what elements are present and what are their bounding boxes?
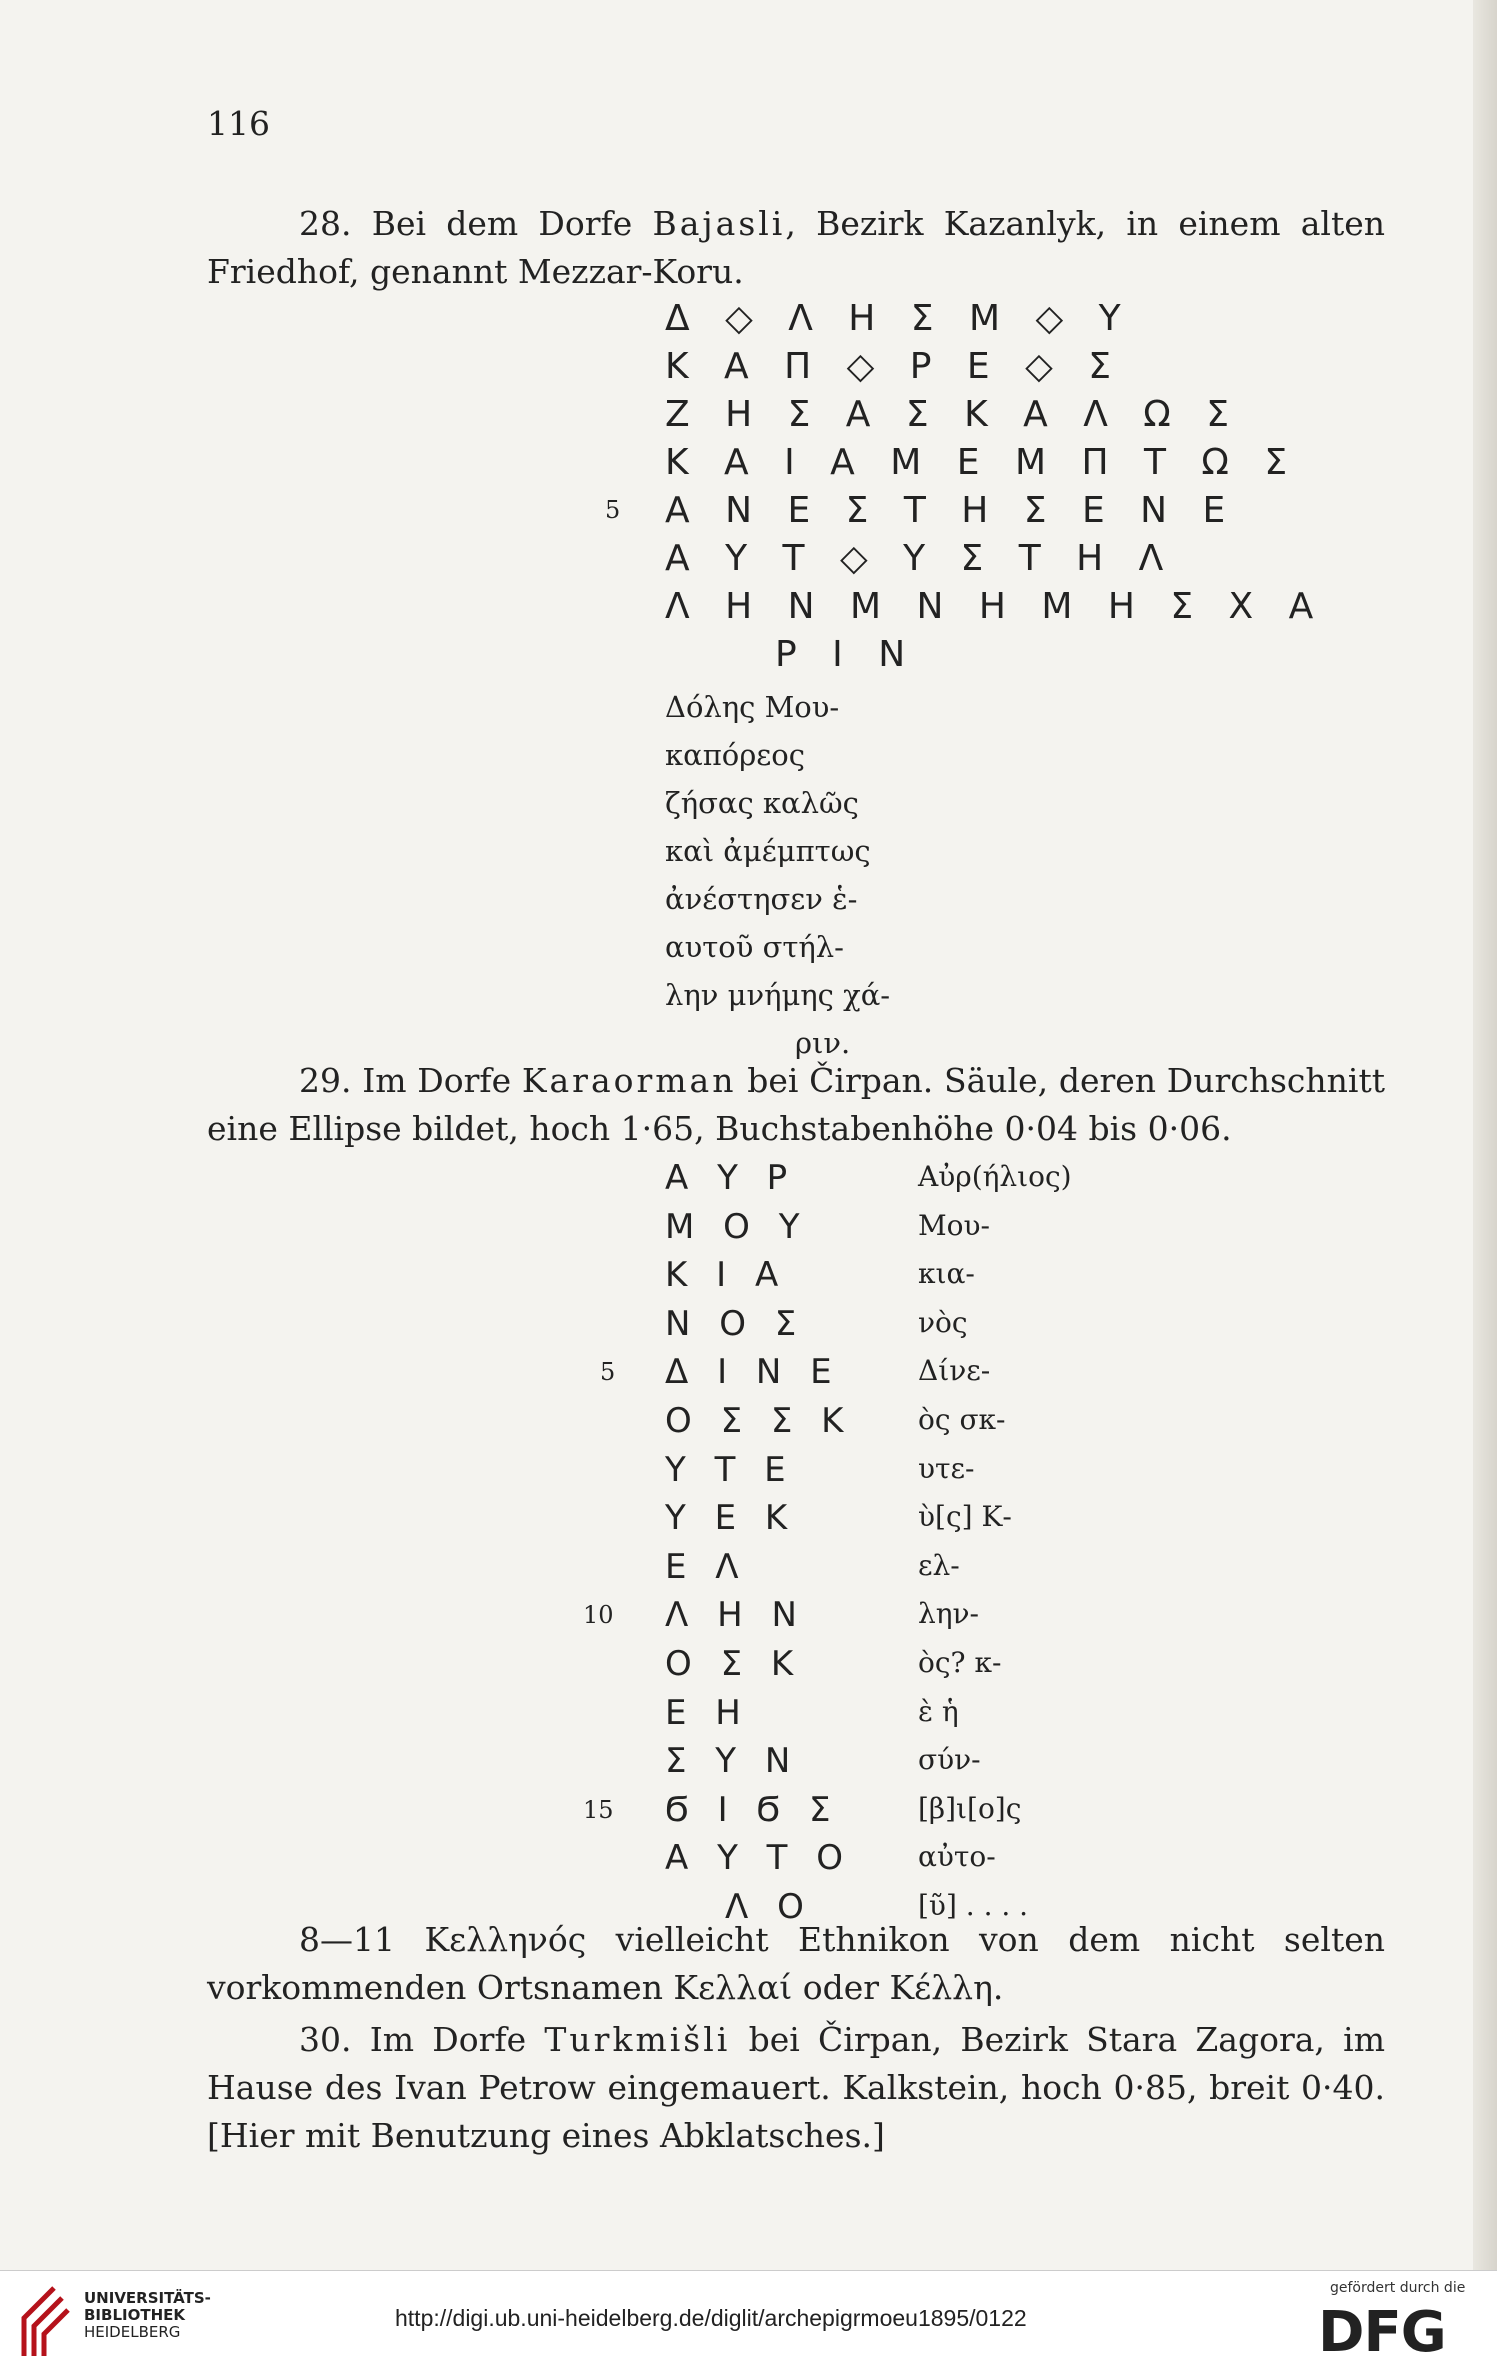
library-name-line: BIBLIOTHEK — [84, 2306, 185, 2324]
inscription-29-letters: Ο Σ Κ — [665, 1644, 803, 1684]
inscription-29-transcription: αὐτο- — [918, 1840, 996, 1873]
page-number: 116 — [207, 104, 270, 143]
transcription-28-line: καπόρεος — [665, 738, 806, 772]
inscription-28-line: Α Ν Ε Σ Τ Η Σ Ε Ν Ε — [665, 490, 1238, 531]
note-ref: 8—11 — [299, 1920, 395, 1959]
inscription-29-line-number: 15 — [583, 1796, 614, 1824]
entry-29-text-before: Im Dorfe — [362, 1061, 522, 1100]
library-logo-icon — [14, 2284, 70, 2360]
inscription-29-transcription: Αὐρ(ήλιος) — [918, 1160, 1072, 1193]
transcription-28-line: ζήσας καλῶς — [665, 786, 859, 820]
inscription-29-letters: Κ Ι Α — [665, 1255, 788, 1295]
entry-28-paragraph — [207, 200, 1385, 296]
entry-30-paragraph — [207, 2016, 1385, 2160]
library-name-line: UNIVERSITÄTS- — [84, 2289, 211, 2307]
inscription-29-letters: Σ Υ Ν — [665, 1741, 800, 1781]
entry-28-number: 28. — [299, 204, 352, 243]
inscription-29-transcription: ὸς σκ- — [918, 1403, 1006, 1436]
inscription-29-transcription: σύν- — [918, 1743, 981, 1776]
entry-30-text-before: Im Dorfe — [369, 2020, 545, 2059]
inscription-29-transcription: ὺ[ς] Κ- — [918, 1500, 1012, 1533]
inscription-29-letters: Δ Ι Ν Ε — [665, 1352, 841, 1392]
note-text: Κελληνός vielleicht Ethnikon von dem nicht selten vorkommenden Ortsnamen Κελλαί oder Κέλλη. — [207, 1920, 1385, 2007]
inscription-28-line: Κ Α Π ◇ Ρ Ε ◇ Σ — [665, 346, 1123, 387]
dfg-logo: DFG — [1318, 2300, 1446, 2365]
inscription-29-transcription: λην- — [918, 1597, 980, 1630]
inscription-28-line: Ρ Ι Ν — [775, 634, 918, 675]
inscription-29-transcription: ὸς? κ- — [918, 1646, 1002, 1679]
inscription-29-letters: Α Υ Ρ — [665, 1158, 797, 1198]
transcription-28-line: λην μνήμης χά- — [665, 978, 891, 1012]
inscription-29-transcription: [β]ι[ο]ς — [918, 1792, 1022, 1825]
inscription-29-letters: Υ Τ Ε — [665, 1450, 795, 1490]
inscription-29-letters: Λ Η Ν — [665, 1595, 806, 1635]
transcription-28-line: ριν. — [795, 1026, 851, 1060]
transcription-28-line: Δόλης Μου- — [665, 690, 840, 724]
entry-29-number: 29. — [299, 1061, 352, 1100]
inscription-29-transcription: νὸς — [918, 1306, 968, 1339]
transcription-28-line: καὶ ἀμέμπτως — [665, 834, 871, 868]
funded-by-text: gefördert durch die — [1330, 2280, 1466, 2296]
inscription-28-line: Λ Η Ν Μ Ν Η Μ Η Σ Χ Α — [665, 586, 1326, 627]
entry-28-text-before: Bei dem Dorfe — [371, 204, 653, 243]
entry-29-paragraph — [207, 1057, 1385, 1153]
inscription-28-line: Κ Α Ι Α Μ Ε Μ Π Τ Ω Σ — [665, 442, 1300, 483]
inscription-28-line: Δ ◇ Λ Η Σ Μ ◇ Υ — [665, 298, 1133, 339]
inscription-28-line-number: 5 — [605, 496, 621, 524]
entry-29-text-after: bei Čirpan. Säule, deren Durchschnitt eine Ellipse bildet, hoch 1·65, Buchstabenhöhe 0·04 bis 0·06. — [207, 1061, 1385, 1148]
inscription-29-line-number: 5 — [600, 1358, 616, 1386]
entry-29-village: Karaorman — [521, 1061, 737, 1100]
inscription-29-letters: Ν Ο Σ — [665, 1304, 806, 1344]
entry-28-village: Bajasli — [652, 204, 786, 243]
inscription-28-line: Α Υ Τ ◇ Υ Σ Τ Η Λ — [665, 538, 1176, 579]
inscription-29-transcription: ὲ ἡ — [918, 1695, 959, 1728]
inscription-29-transcription: ελ- — [918, 1549, 960, 1582]
inscription-29-letters: Ε Λ — [665, 1547, 748, 1587]
inscription-29-line-number: 10 — [583, 1601, 614, 1629]
entry-30-text-after: bei Čirpan, Bezirk Stara Zagora, im Hause des Ivan Petrow eingemauert. Kalkstein, hoch 0·85, breit 0·40. [Hier mit Benutzung eines Abklatsches.] — [207, 2020, 1385, 2155]
inscription-29-letters: Ϭ Ι Ϭ Σ — [665, 1790, 840, 1830]
inscription-29-transcription: κια- — [918, 1257, 975, 1290]
inscription-29-letters: Α Υ Τ Ο — [665, 1838, 852, 1878]
inscription-29-transcription: [ῦ] . . . . — [918, 1889, 1029, 1922]
entry-28-text-after: , Bezirk Kazanlyk, in einem alten Friedhof, genannt Mezzar-Koru. — [207, 204, 1385, 291]
inscription-29-transcription: Δίνε- — [918, 1354, 991, 1387]
entry-30-village: Turkmišli — [544, 2020, 731, 2059]
inscription-29-letters: Υ Ε Κ — [665, 1498, 797, 1538]
inscription-29-letters: Λ Ο — [725, 1887, 813, 1927]
inscription-29-letters: Ο Σ Σ Κ — [665, 1401, 853, 1441]
permalink-url[interactable]: http://digi.ub.uni-heidelberg.de/diglit/archepigrmoeu1895/0122 — [395, 2305, 1027, 2331]
inscription-29-transcription: Μου- — [918, 1209, 991, 1242]
inscription-29-letters: Ε Η — [665, 1693, 750, 1733]
page-edge — [1473, 0, 1497, 2270]
note-paragraph — [207, 1916, 1385, 2012]
inscription-28-line: Ζ Η Σ Α Σ Κ Α Λ Ω Σ — [665, 394, 1241, 435]
entry-30-number: 30. — [299, 2020, 352, 2059]
library-name — [84, 2290, 211, 2341]
transcription-28-line: αυτοῦ στήλ- — [665, 930, 844, 964]
library-name-line: HEIDELBERG — [84, 2323, 181, 2341]
transcription-28-line: ἀνέστησεν ἑ- — [665, 882, 858, 916]
inscription-29-letters: Μ Ο Υ — [665, 1207, 809, 1247]
inscription-29-transcription: υτε- — [918, 1452, 975, 1485]
